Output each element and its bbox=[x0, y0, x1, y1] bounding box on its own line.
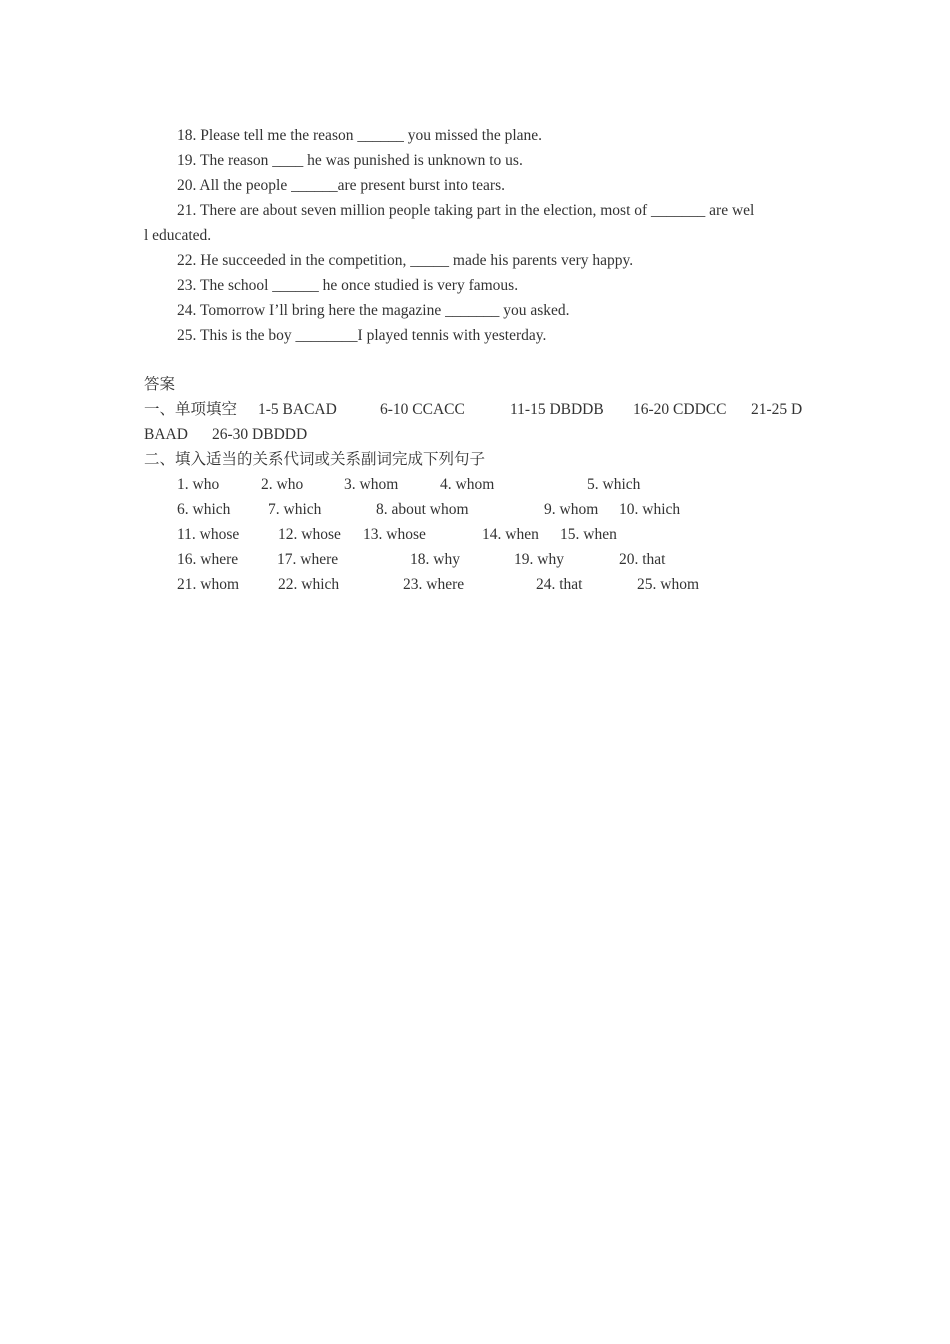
answer-item: 23. where bbox=[403, 576, 465, 593]
answer-item: 13. whose bbox=[363, 526, 426, 543]
question-21-continuation: l educated. bbox=[144, 227, 212, 244]
answers-heading: 答案 bbox=[144, 376, 176, 393]
section1-group: 1-5 BACAD bbox=[258, 401, 337, 418]
answer-item: 19. why bbox=[514, 551, 564, 568]
answer-item: 5. which bbox=[587, 476, 641, 493]
section1-group: 21-25 D bbox=[751, 401, 803, 418]
section1-group: 16-20 CDDCC bbox=[633, 401, 727, 418]
question-24: 24. Tomorrow I’ll bring here the magazine _______ you asked. bbox=[177, 302, 570, 319]
question-20: 20. All the people ______are present burst into tears. bbox=[177, 177, 506, 194]
answer-item: 11. whose bbox=[177, 526, 240, 543]
answer-item: 8. about whom bbox=[376, 501, 469, 518]
answer-item: 22. which bbox=[278, 576, 340, 593]
question-18: 18. Please tell me the reason ______ you missed the plane. bbox=[177, 127, 543, 144]
section1-group: 11-15 DBDDB bbox=[510, 401, 604, 418]
answer-item: 6. which bbox=[177, 501, 231, 518]
question-19: 19. The reason ____ he was punished is unknown to us. bbox=[177, 152, 523, 169]
section1-group: 6-10 CCACC bbox=[380, 401, 465, 418]
answer-item: 7. which bbox=[268, 501, 322, 518]
answer-item: 1. who bbox=[177, 476, 220, 493]
answer-item: 14. when bbox=[482, 526, 539, 543]
answer-item: 24. that bbox=[536, 576, 583, 593]
answer-item: 21. whom bbox=[177, 576, 239, 593]
answer-item: 25. whom bbox=[637, 576, 699, 593]
answer-item: 18. why bbox=[410, 551, 460, 568]
answer-item: 16. where bbox=[177, 551, 239, 568]
question-25: 25. This is the boy ________I played tennis with yesterday. bbox=[177, 327, 547, 344]
answer-item: 10. which bbox=[619, 501, 681, 518]
section1-label: 一、单项填空 bbox=[144, 401, 238, 418]
section1-continuation: BAAD bbox=[144, 426, 188, 443]
question-21: 21. There are about seven million people taking part in the election, most of _______ are wel bbox=[177, 202, 755, 219]
answer-item: 2. who bbox=[261, 476, 304, 493]
answer-item: 17. where bbox=[277, 551, 339, 568]
answer-item: 4. whom bbox=[440, 476, 495, 493]
answer-item: 12. whose bbox=[278, 526, 341, 543]
section2-label: 二、填入适当的关系代词或关系副词完成下列句子 bbox=[144, 451, 486, 468]
answer-item: 15. when bbox=[560, 526, 617, 543]
answer-item: 20. that bbox=[619, 551, 666, 568]
answer-item: 9. whom bbox=[544, 501, 599, 518]
answer-item: 3. whom bbox=[344, 476, 399, 493]
question-23: 23. The school ______ he once studied is very famous. bbox=[177, 277, 519, 294]
section1-continuation: 26-30 DBDDD bbox=[212, 426, 308, 443]
question-22: 22. He succeeded in the competition, _____ made his parents very happy. bbox=[177, 252, 634, 269]
